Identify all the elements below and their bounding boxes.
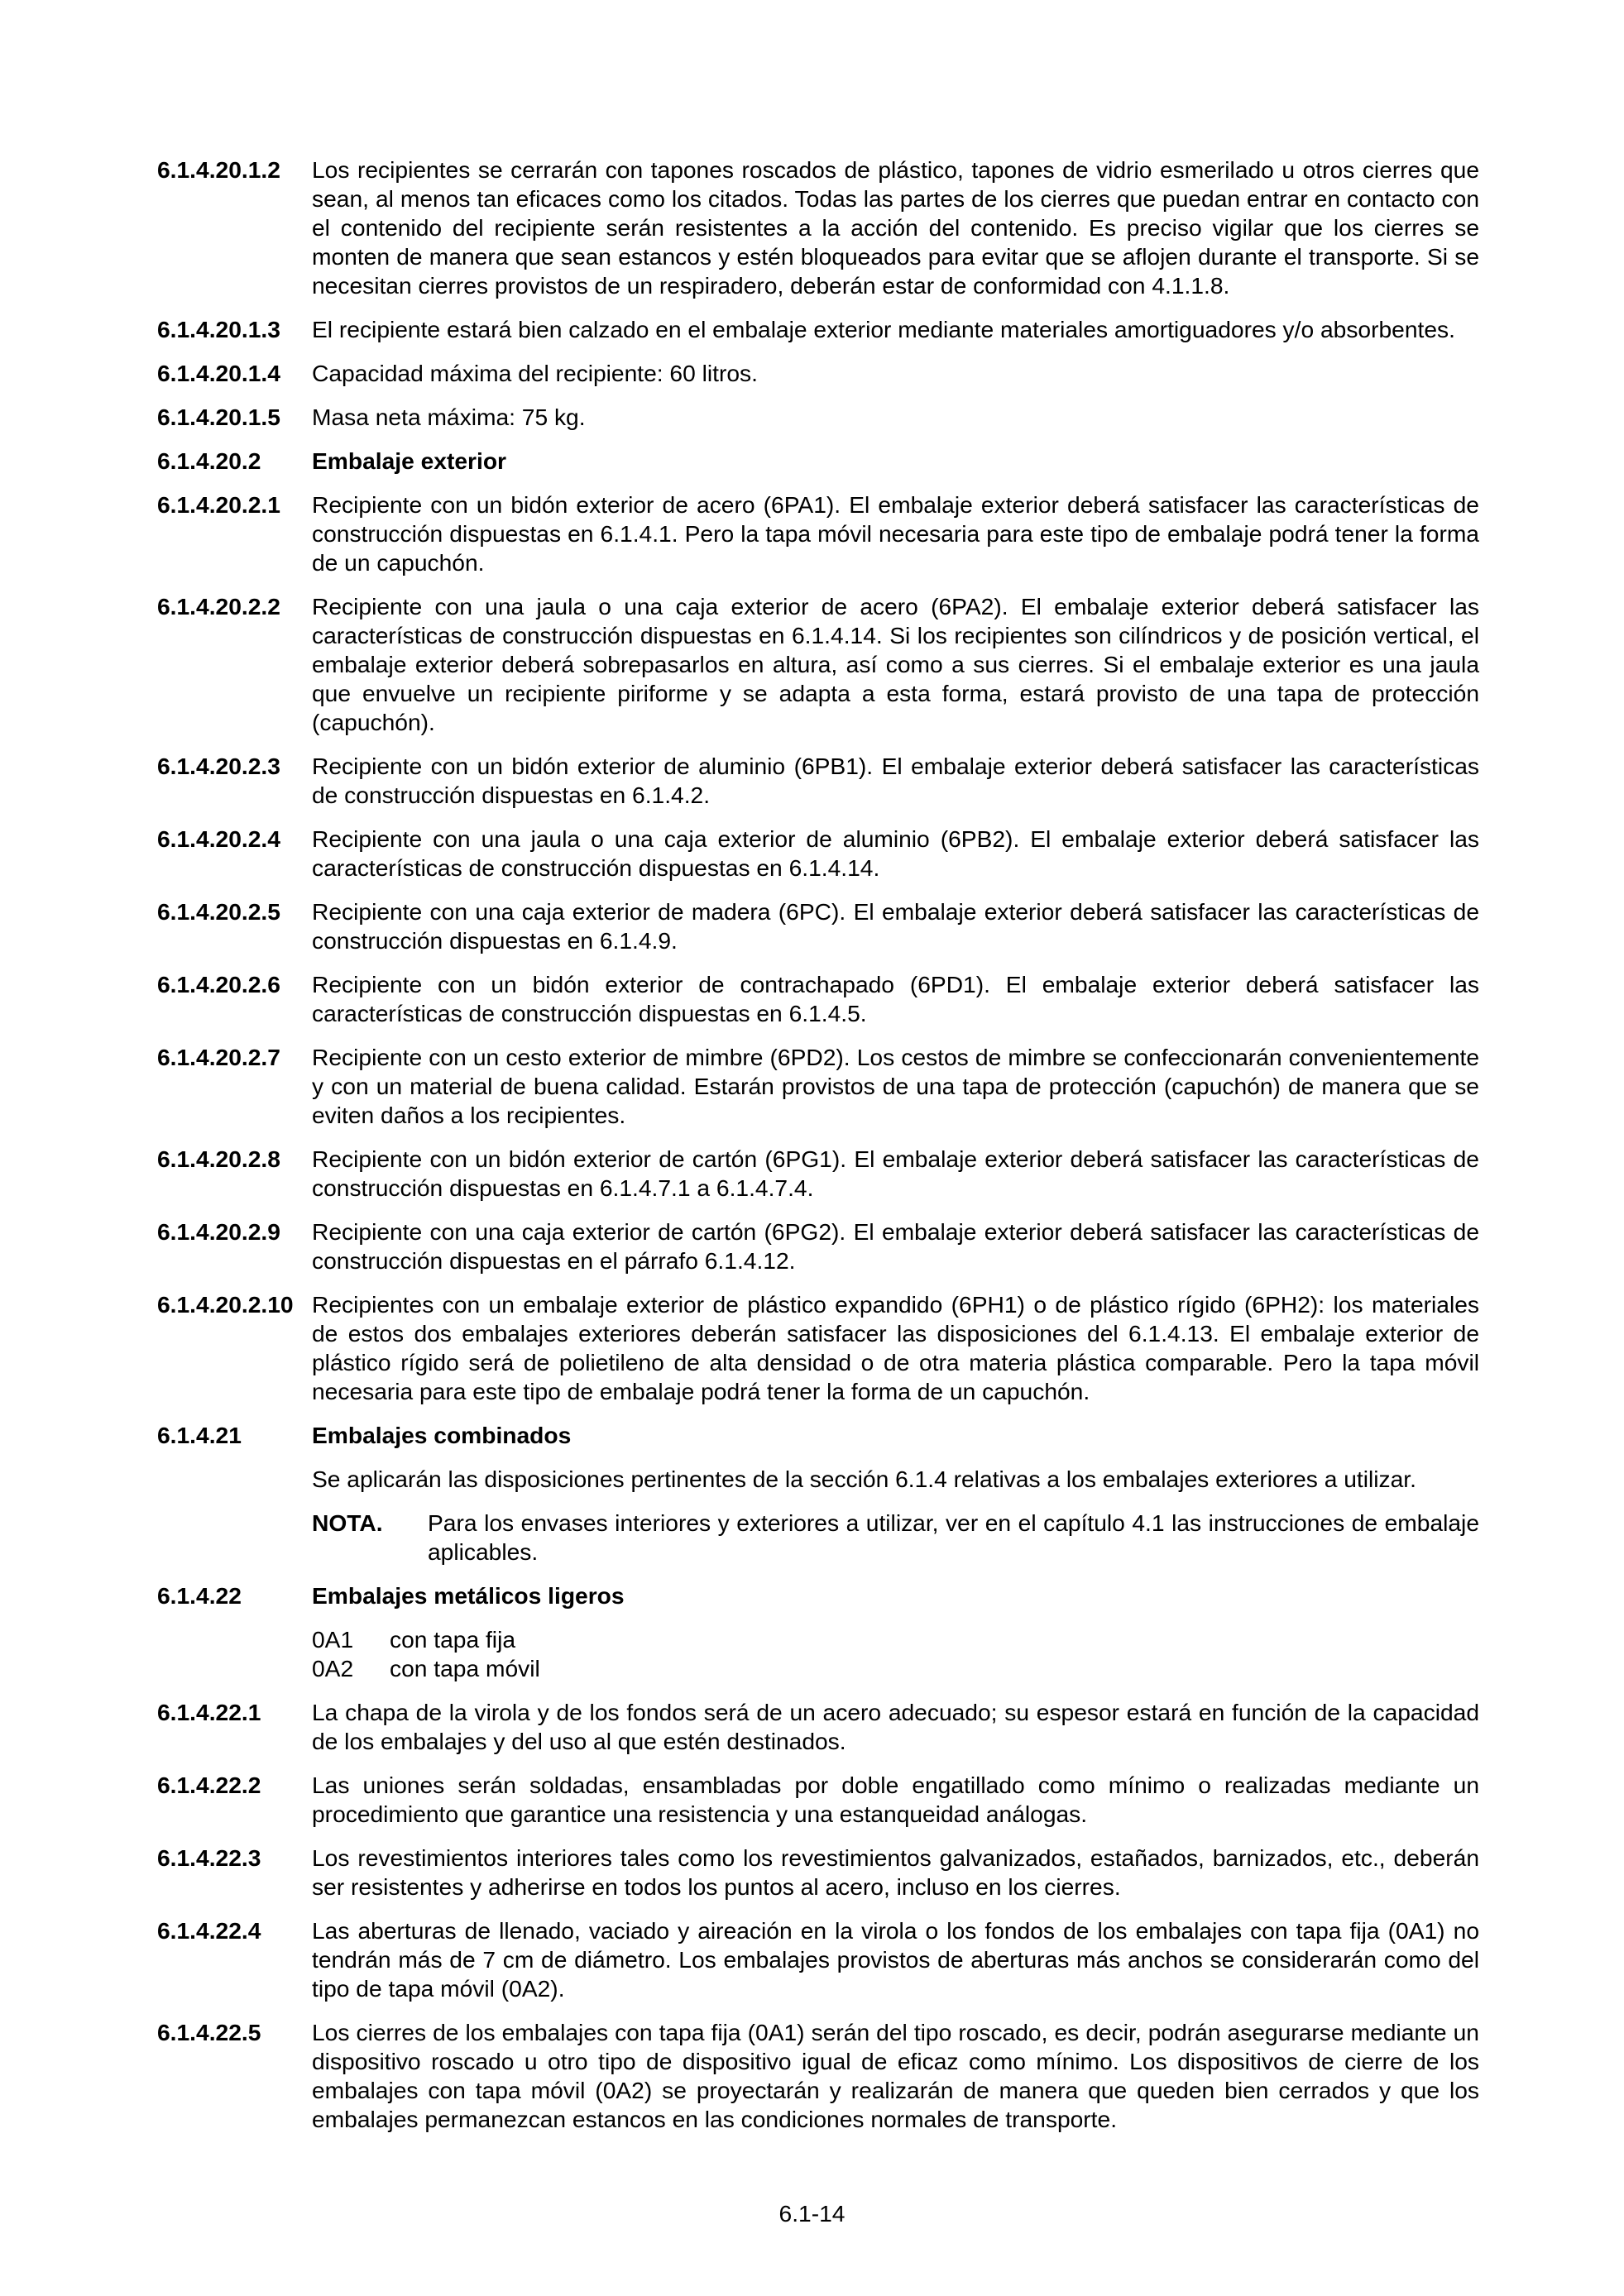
paragraph-6-1-4-20-2-2	[157, 592, 1479, 737]
section-title: Embalaje exterior	[312, 447, 507, 474]
paragraph-number: 6.1.4.20.2.3	[157, 753, 280, 779]
combined-intro-text: Se aplicarán las disposiciones pertinentes de la sección 6.1.4 relativas a los embalajes exteriores a utilizar.	[312, 1466, 1416, 1492]
type-code-row	[312, 1654, 1479, 1683]
paragraph-text: Los recipientes se cerrarán con tapones roscados de plástico, tapones de vidrio esmerilado u otros cierres que sean, al menos tan eficaces como los citados. Todas las partes de los cierres que puedan entrar en contacto con el contenido del recipiente serán resistentes a la acción del contenido. Es preciso vigilar que los cierres se monten de manera que sean estancos y estén bloqueados para evitar que se aflojen durante el transporte. Si se necesitan cierres provistos de un respiradero, deberán estar de conformidad con 4.1.1.8.	[312, 156, 1479, 299]
paragraph-number: 6.1.4.20.2.10	[157, 1291, 294, 1318]
type-code-description: con tapa móvil	[390, 1655, 540, 1681]
paragraph-text: Recipiente con una caja exterior de cartón (6PG2). El embalaje exterior deberá satisfacer las características de construcción dispuestas en el párrafo 6.1.4.12.	[312, 1218, 1479, 1274]
paragraph-number: 6.1.4.22.4	[157, 1917, 261, 1944]
paragraph-text: Los revestimientos interiores tales como los revestimientos galvanizados, estañados, barnizados, etc., deberán ser resistentes y adherirse en todos los puntos al acero, incluso en los cierres.	[312, 1844, 1479, 1900]
page-number: 6.1-14	[778, 2200, 846, 2227]
paragraph-text: Recipiente con un cesto exterior de mimbre (6PD2). Los cestos de mimbre se confeccionarán convenientemente y con un material de buena calidad. Estarán provistos de una tapa de protección (capuchón) de manera que se eviten daños a los recipientes.	[312, 1044, 1479, 1128]
paragraph-6-1-4-22-3	[157, 1844, 1479, 1901]
paragraph-6-1-4-20-2-9	[157, 1217, 1479, 1275]
paragraph-text: Recipiente con un bidón exterior de cartón (6PG1). El embalaje exterior deberá satisfacer las características de construcción dispuestas en 6.1.4.7.1 a 6.1.4.7.4.	[312, 1146, 1479, 1201]
paragraph-6-1-4-22-2	[157, 1771, 1479, 1829]
paragraph-text: Los cierres de los embalajes con tapa fija (0A1) serán del tipo roscado, es decir, podrán asegurarse mediante un dispositivo roscado u otro tipo de dispositivo igual de eficaz como mínimo. Los dispositivos de cierre de los embalajes con tapa móvil (0A2) se proyectarán y realizarán de manera que queden bien cerrados y que los embalajes permanezcan estancos en las condiciones normales de transporte.	[312, 2019, 1479, 2132]
paragraph-number: 6.1.4.22.1	[157, 1699, 261, 1725]
section-number: 6.1.4.22	[157, 1582, 242, 1609]
paragraph-text: Masa neta máxima: 75 kg.	[312, 404, 586, 430]
paragraph-6-1-4-20-1-3	[157, 315, 1479, 344]
paragraph-6-1-4-20-2-5	[157, 897, 1479, 955]
paragraph-text: Recipientes con un embalaje exterior de plástico expandido (6PH1) o de plástico rígido (6PH2): los materiales de estos dos embalajes exteriores deberán satisfacer las disposiciones del 6.1.4.13. El embalaje exterior de plástico rígido será de polietileno de alta densidad o de otra materia plástica comparable. Pero la tapa móvil necesaria para este tipo de embalaje podrá tener la forma de un capuchón.	[312, 1291, 1479, 1404]
paragraph-6-1-4-20-2-8	[157, 1145, 1479, 1203]
paragraph-6-1-4-22-4	[157, 1916, 1479, 2003]
paragraph-6-1-4-20-2-10	[157, 1290, 1479, 1406]
type-code-description: con tapa fija	[390, 1626, 516, 1653]
paragraph-number: 6.1.4.22.5	[157, 2019, 261, 2045]
paragraph-text: Recipiente con un bidón exterior de aluminio (6PB1). El embalaje exterior deberá satisfacer las características de construcción dispuestas en 6.1.4.2.	[312, 753, 1479, 808]
paragraph-text: Las aberturas de llenado, vaciado y aireación en la virola o los fondos de los embalajes con tapa fija (0A1) no tendrán más de 7 cm de diámetro. Los embalajes provistos de aberturas más anchos se considerarán como del tipo de tapa móvil (0A2).	[312, 1917, 1479, 2002]
paragraph-text: Capacidad máxima del recipiente: 60 litros.	[312, 360, 758, 386]
paragraph-text: Recipiente con un bidón exterior de acero (6PA1). El embalaje exterior deberá satisfacer las características de construcción dispuestas en 6.1.4.1. Pero la tapa móvil necesaria para este tipo de embalaje podrá tener la forma de un capuchón.	[312, 491, 1479, 576]
type-code-list	[312, 1625, 1479, 1683]
type-code: 0A1	[312, 1626, 354, 1653]
paragraph-6-1-4-22-5	[157, 2018, 1479, 2134]
paragraph-number: 6.1.4.20.2.8	[157, 1146, 280, 1172]
paragraph-number: 6.1.4.20.2.4	[157, 825, 280, 852]
paragraph-number: 6.1.4.20.2.6	[157, 971, 280, 997]
paragraph-6-1-4-20-1-5	[157, 403, 1479, 432]
paragraph-6-1-4-20-2-6	[157, 970, 1479, 1028]
paragraph-6-1-4-22-1	[157, 1698, 1479, 1756]
paragraph-number: 6.1.4.20.2.5	[157, 898, 280, 925]
paragraph-number: 6.1.4.20.1.4	[157, 360, 280, 386]
paragraph-number: 6.1.4.20.1.2	[157, 156, 280, 183]
paragraph-number: 6.1.4.20.2.2	[157, 593, 280, 619]
type-code: 0A2	[312, 1655, 354, 1681]
paragraph-6-1-4-20-1-4	[157, 359, 1479, 388]
document-page	[157, 155, 1479, 2149]
section-title: Embalajes combinados	[312, 1422, 572, 1448]
section-heading-embalajes-metalicos-ligeros	[157, 1581, 1479, 1610]
section-number: 6.1.4.20.2	[157, 447, 261, 474]
paragraph-number: 6.1.4.20.1.5	[157, 404, 280, 430]
paragraph-text: Recipiente con un bidón exterior de contrachapado (6PD1). El embalaje exterior deberá satisfacer las características de construcción dispuestas en 6.1.4.5.	[312, 971, 1479, 1026]
paragraph-text: Recipiente con una caja exterior de madera (6PC). El embalaje exterior deberá satisfacer las características de construcción dispuestas en 6.1.4.9.	[312, 898, 1479, 954]
paragraph-6-1-4-20-2-4	[157, 825, 1479, 883]
section-title: Embalajes metálicos ligeros	[312, 1582, 625, 1609]
paragraph-6-1-4-20-1-2	[157, 155, 1479, 300]
paragraph-number: 6.1.4.20.1.3	[157, 316, 280, 342]
paragraph-6-1-4-20-2-3	[157, 752, 1479, 810]
paragraph-6-1-4-20-2-7	[157, 1043, 1479, 1130]
section-heading-embalaje-exterior	[157, 447, 1479, 476]
paragraph-number: 6.1.4.20.2.9	[157, 1218, 280, 1245]
paragraph-text: Las uniones serán soldadas, ensambladas por doble engatillado como mínimo o realizadas mediante un procedimiento que garantice una resistencia y una estanqueidad análogas.	[312, 1772, 1479, 1827]
paragraph-text: Recipiente con una jaula o una caja exterior de acero (6PA2). El embalaje exterior deberá satisfacer las características de construcción dispuestas en 6.1.4.14. Si los recipientes son cilíndricos y de posición vertical, el embalaje exterior deberá sobrepasarlos en altura, así como a sus cierres. Si el embalaje exterior es una jaula que envuelve un recipiente piriforme y se adapta a esta forma, estará provisto de una tapa de protección (capuchón).	[312, 593, 1479, 735]
paragraph-number: 6.1.4.20.2.1	[157, 491, 280, 518]
paragraph-number: 6.1.4.22.3	[157, 1844, 261, 1871]
paragraph-text: El recipiente estará bien calzado en el embalaje exterior mediante materiales amortiguadores y/o absorbentes.	[312, 316, 1455, 342]
paragraph-number: 6.1.4.22.2	[157, 1772, 261, 1798]
note-text: Para los envases interiores y exteriores a utilizar, ver en el capítulo 4.1 las instrucciones de embalaje aplicables.	[428, 1509, 1479, 1565]
note-label: NOTA.	[312, 1509, 383, 1536]
note-block	[312, 1509, 1479, 1567]
paragraph-6-1-4-20-2-1	[157, 490, 1479, 577]
paragraph-text: La chapa de la virola y de los fondos será de un acero adecuado; su espesor estará en función de la capacidad de los embalajes y del uso al que estén destinados.	[312, 1699, 1479, 1754]
paragraph-number: 6.1.4.20.2.7	[157, 1044, 280, 1070]
section-heading-embalajes-combinados	[157, 1421, 1479, 1450]
type-code-row	[312, 1625, 1479, 1654]
paragraph-text: Recipiente con una jaula o una caja exterior de aluminio (6PB2). El embalaje exterior deberá satisfacer las características de construcción dispuestas en 6.1.4.14.	[312, 825, 1479, 881]
section-number: 6.1.4.21	[157, 1422, 242, 1448]
